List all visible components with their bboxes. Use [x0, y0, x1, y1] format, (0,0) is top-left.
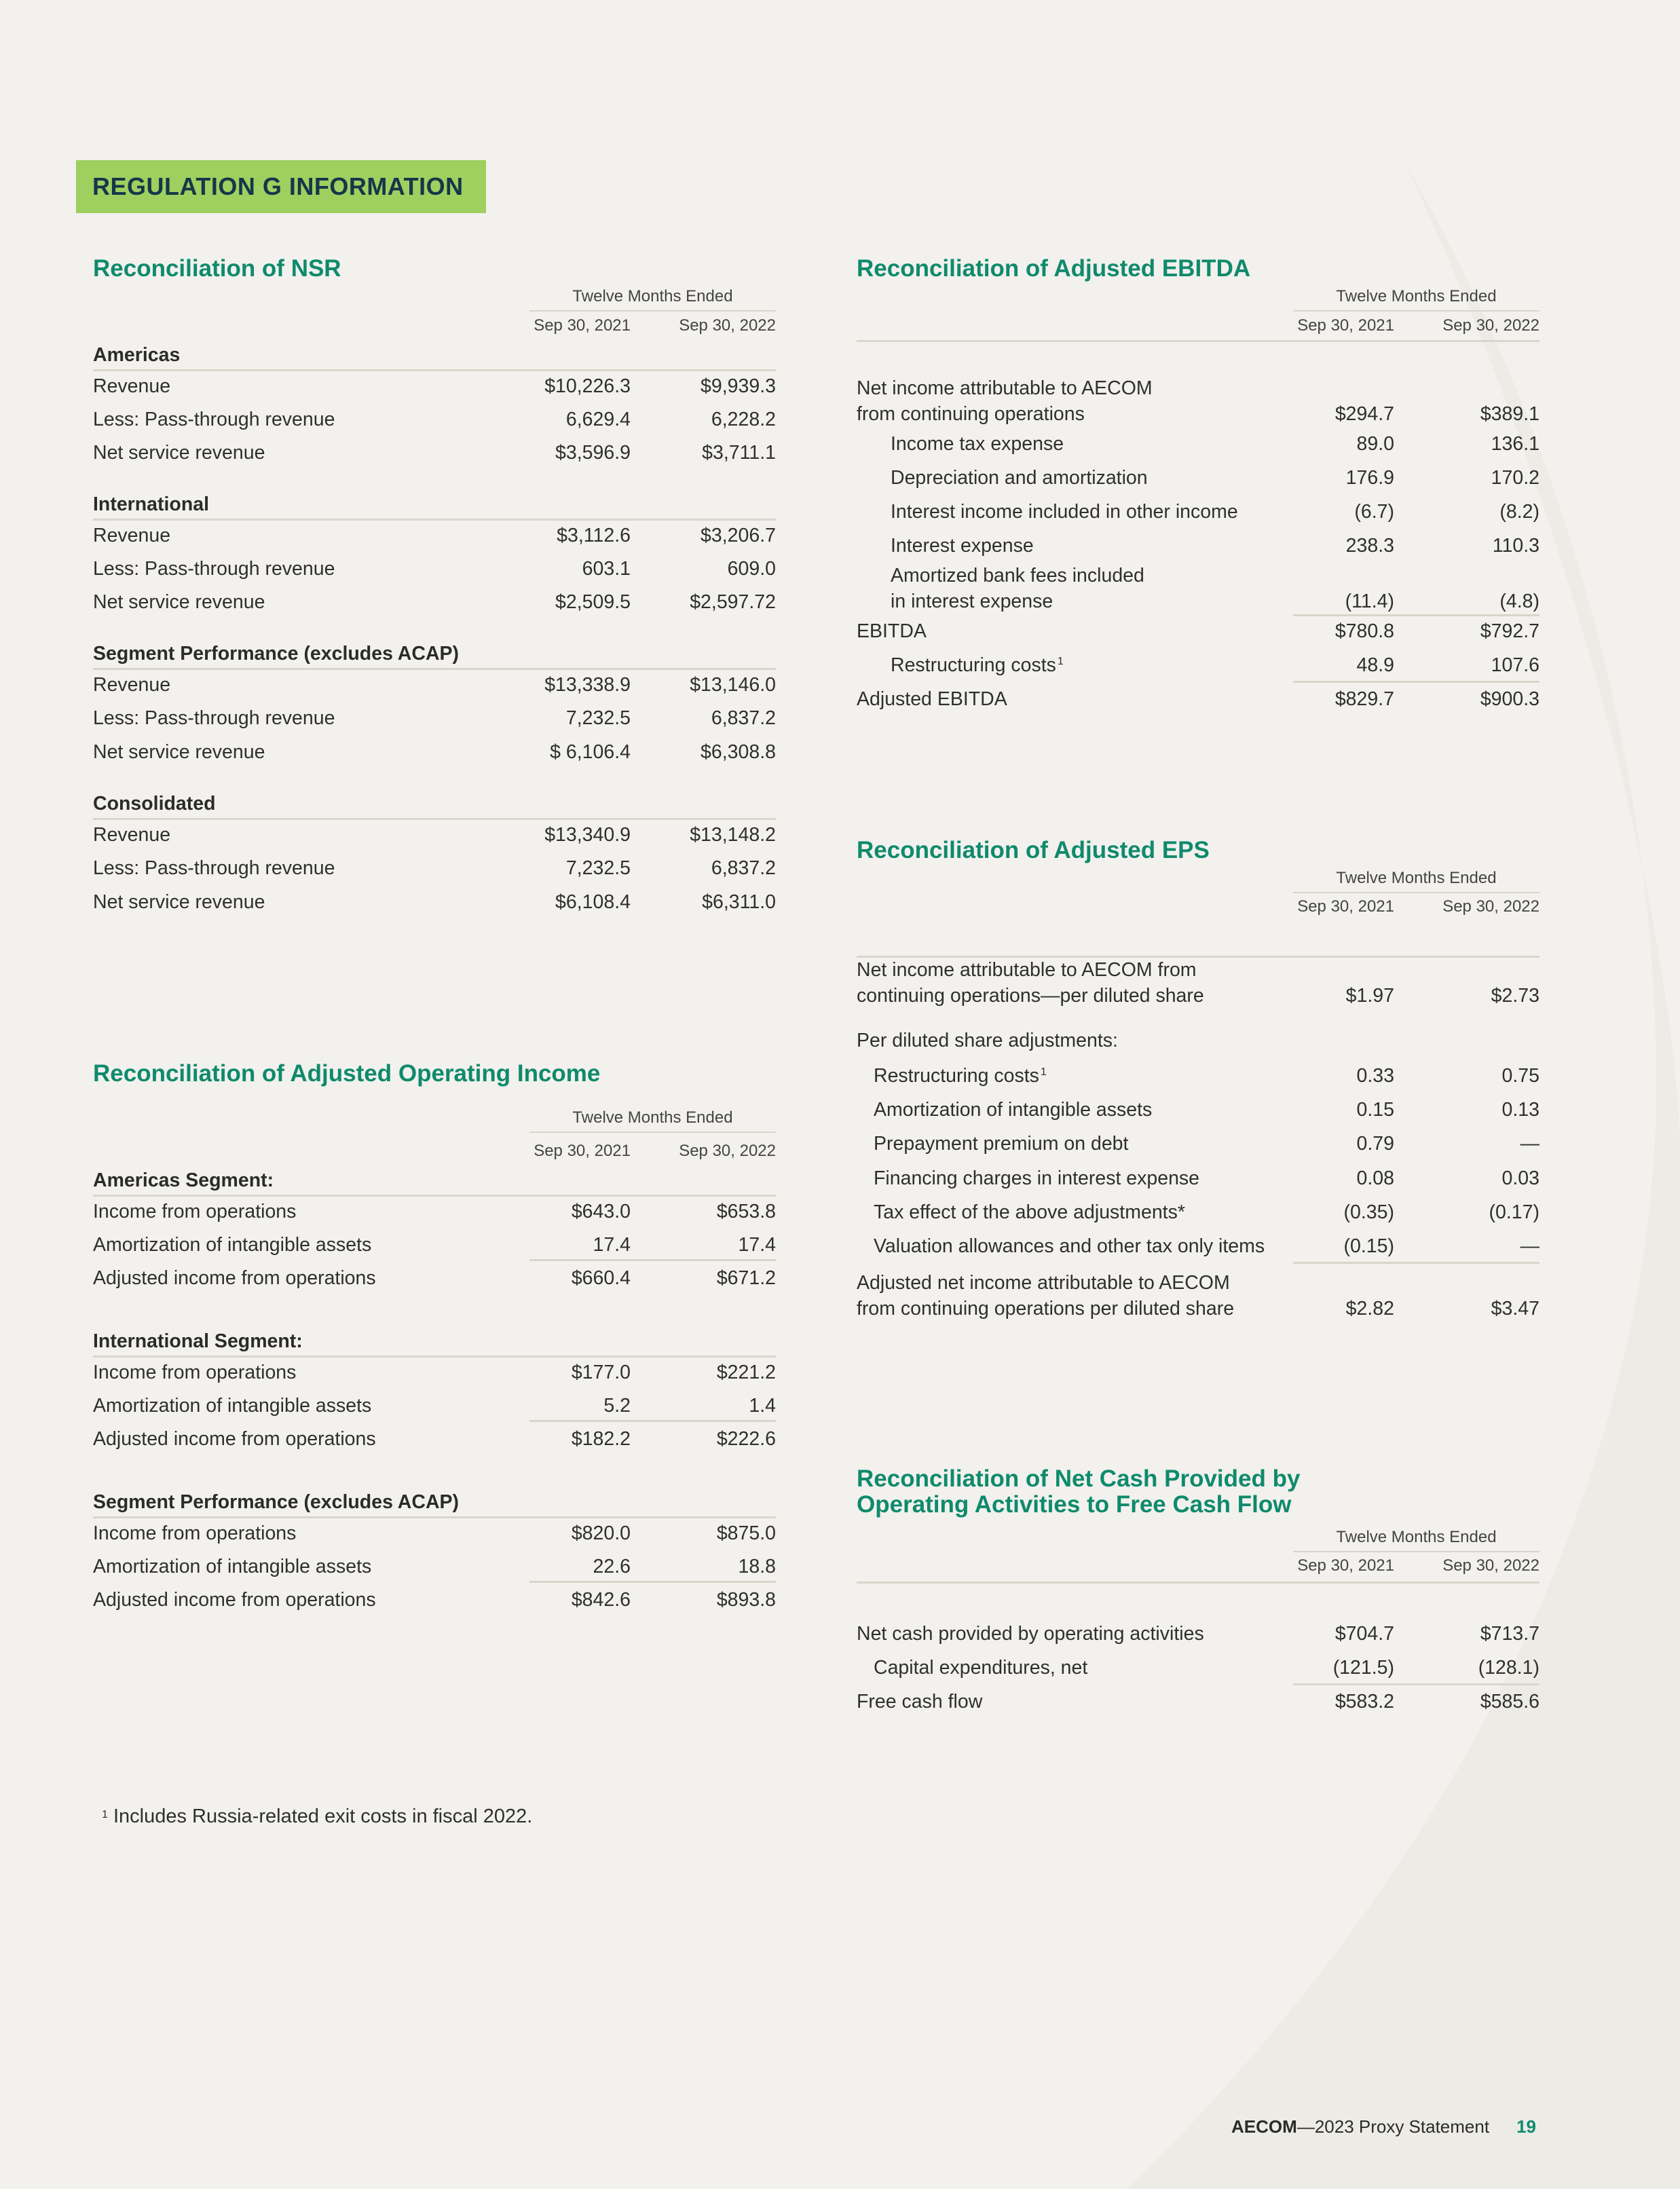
eps-col2-header: Sep 30, 2022 — [1442, 897, 1539, 916]
ebitda-col1-header: Sep 30, 2021 — [1297, 316, 1394, 335]
header-rule — [857, 1582, 1539, 1584]
aoi-col1-header: Sep 30, 2021 — [534, 1142, 631, 1160]
page-number: 19 — [1516, 2116, 1536, 2137]
fcf-col-group: Twelve Months Ended — [1293, 1528, 1539, 1547]
nsr-col2-header: Sep 30, 2022 — [679, 316, 776, 335]
eps-col-group: Twelve Months Ended — [1293, 869, 1539, 888]
fcf-col1-header: Sep 30, 2021 — [1297, 1556, 1394, 1575]
page-footer: AECOM—2023 Proxy Statement 19 — [1231, 2116, 1536, 2137]
aoi-group-americas: Americas Segment: — [93, 1166, 776, 1197]
aoi-col-group: Twelve Months Ended — [529, 1108, 776, 1127]
fcf-title: Reconciliation of Net Cash Provided by Operating Activities to Free Cash Flow — [857, 1465, 1301, 1518]
section-banner: REGULATION G INFORMATION — [76, 160, 486, 213]
nsr-col1-header: Sep 30, 2021 — [534, 316, 631, 335]
eps-col1-header: Sep 30, 2021 — [1297, 897, 1394, 916]
aoi-title: Reconciliation of Adjusted Operating Income — [93, 1060, 601, 1087]
fcf-col2-header: Sep 30, 2022 — [1442, 1556, 1539, 1575]
aoi-col2-header: Sep 30, 2022 — [679, 1142, 776, 1160]
footnote: $^1$ Includes Russia-related exit costs in fiscal 2022. — [102, 1806, 533, 1827]
nsr-group-consolidated: Consolidated — [93, 789, 776, 820]
nsr-group-americas: Americas — [93, 341, 776, 371]
subtotal-rule — [1293, 1262, 1539, 1264]
ebitda-title: Reconciliation of Adjusted EBITDA — [857, 255, 1251, 282]
eps-title: Reconciliation of Adjusted EPS — [857, 837, 1210, 863]
aoi-group-international: International Segment: — [93, 1327, 776, 1358]
nsr-group-international: International — [93, 490, 776, 521]
nsr-col-group: Twelve Months Ended — [529, 287, 776, 306]
header-rule — [857, 340, 1539, 342]
ebitda-col-group: Twelve Months Ended — [1293, 287, 1539, 306]
aoi-group-segment: Segment Performance (excludes ACAP) — [93, 1488, 776, 1518]
nsr-group-segment: Segment Performance (excludes ACAP) — [93, 639, 776, 670]
ebitda-col2-header: Sep 30, 2022 — [1442, 316, 1539, 335]
nsr-title: Reconciliation of NSR — [93, 255, 341, 282]
